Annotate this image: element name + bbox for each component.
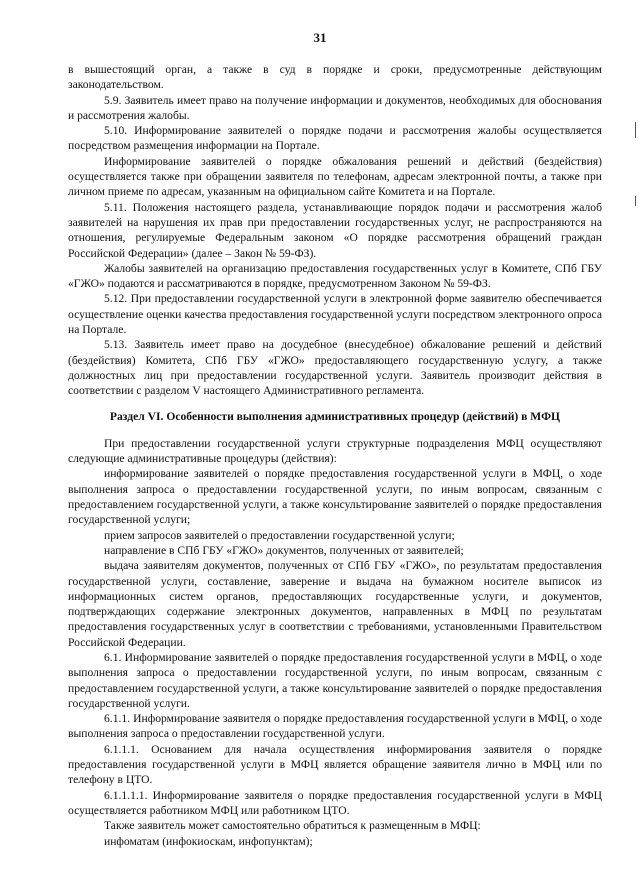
paragraph-p-5-10-b: Информирование заявителей о порядке обжалования решений и действий (бездействия) осуществляется также при обращении заявителя по телефонам, адресам электронной почты, а также при личном приеме по адресам, указанным на официальном сайте Комитета и на Портале.	[68, 154, 602, 199]
paragraph-p-6-d: выдача заявителям документов, полученных от СПб ГБУ «ГЖО», по результатам предоставления государственной услуги, составление, заверение и выдача на бумажном носителе выписок из информационных систем органов, предоставляющих государственные услуги, и документов, подтверждающих содержание электронных документов, направленных в МФЦ по результатам предоставления государственных услуг в соответствии с требованиями, установленными Правительством Российской Федерации.	[68, 559, 602, 649]
paragraph-p-5-13: 5.13. Заявитель имеет право на досудебное (внесудебное) обжалование решений и действий (бездействия) Комитета, СПб ГБУ «ГЖО» предоставляющего государственную услугу, а также должностных лиц при предоставлении государственной услуги. Заявитель производит действия в соответствии с разделом V настоящего Административного регламента.	[68, 338, 602, 398]
margin-scan-mark	[635, 122, 636, 138]
paragraph-p-6-1: 6.1. Информирование заявителей о порядке предоставления государственной услуги в МФЦ, о ходе выполнения запроса о предоставлении государственной услуги, по иным вопросам, связанным с предоставлением государственной услуги, а также консультирование заявителей о порядке предоставления государственной услуги.	[68, 650, 602, 710]
page-number: 31	[313, 30, 327, 45]
paragraph-p-5-9: 5.9. Заявитель имеет право на получение информации и документов, необходимых для обоснования и рассмотрения жалобы.	[68, 93, 602, 122]
section-6	[68, 436, 602, 849]
paragraph-p-6-b: прием запросов заявителей о предоставлении государственной услуги;	[104, 528, 455, 542]
paragraph-p-6-kiosk: инфоматам (инфокиоскам, инфопунктам);	[104, 834, 313, 848]
paragraph-p-6-also: Также заявитель может самостоятельно обратиться к размещенным в МФЦ:	[104, 819, 481, 833]
paragraph-p-6-c: направление в СПб ГБУ «ГЖО» документов, полученных от заявителей;	[104, 543, 464, 557]
margin-scan-mark	[635, 196, 636, 206]
paragraph-p-5-10: 5.10. Информирование заявителей о порядке подачи и рассмотрения жалобы осуществляется посредством размещения информации на Портале.	[68, 124, 602, 153]
page-body	[68, 62, 602, 849]
paragraph-p-6-1-1-1-1: 6.1.1.1.1. Информирование заявителя о порядке предоставления государственной услуги в МФЦ осуществляется работником МФЦ или работником ЦТО.	[68, 788, 602, 817]
section-5-end	[68, 62, 602, 399]
paragraph-p-6-a: информирование заявителей о порядке предоставления государственной услуги в МФЦ, о ходе выполнения запроса о предоставлении государственной услуги, по иным вопросам, связанным с предоставлением государственной услуги, а также консультирование заявителей о порядке предоставления государственной услуги;	[68, 467, 602, 527]
paragraph-p-5-11-b: Жалобы заявителей на организацию предоставления государственных услуг в Комитете, СПб ГБУ «ГЖО» подаются и рассматриваются в порядке, предусмотренном Законом № 59-ФЗ.	[68, 261, 602, 291]
paragraph-p-6-1-1-1: 6.1.1.1. Основанием для начала осуществления информирования заявителя о порядке предоставления государственной услуги в МФЦ является обращение заявителя лично в МФЦ или по телефону в ЦТО.	[68, 742, 602, 787]
paragraph-p-6-1-1: 6.1.1. Информирование заявителя о порядке предоставления государственной услуги в МФЦ, о ходе выполнения запроса о предоставлении государственной услуги.	[68, 712, 602, 741]
paragraph-p-5-12: 5.12. При предоставлении государственной услуги в электронной форме заявителю обеспечивается осуществление оценки качества предоставления государственной услуги посредством электронного опроса на Портале.	[68, 292, 602, 337]
paragraph-p-6-intro: При предоставлении государственной услуги структурные подразделения МФЦ осуществляют следующие административные процедуры (действия):	[68, 436, 602, 466]
paragraph-p-5-11: 5.11. Положения настоящего раздела, устанавливающие порядок подачи и рассмотрения жалоб заявителей на нарушения их прав при предоставлении государственных услуг, не распространяются на отношения, регулируемые Федеральным законом «О порядке рассмотрения обращений граждан Российской Федерации» (далее – Закон № 59-ФЗ).	[68, 200, 602, 260]
section-heading: Раздел VI. Особенности выполнения административных процедур (действий) в МФЦ	[109, 409, 561, 423]
paragraph-p-cont: в вышестоящий орган, а также в суд в порядке и сроки, предусмотренные действующим законодательством.	[68, 63, 602, 92]
